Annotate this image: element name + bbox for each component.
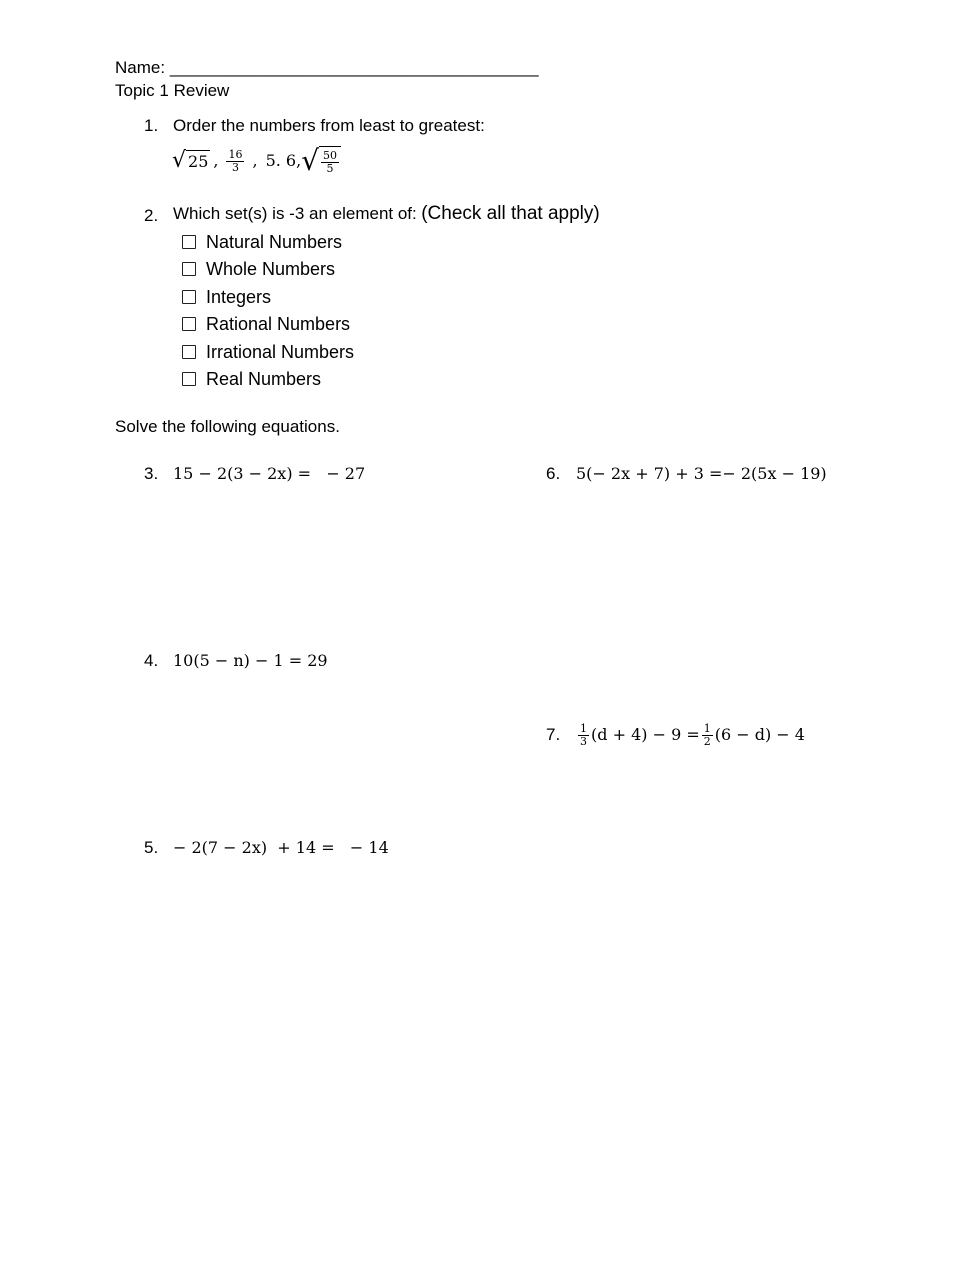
option-whole-numbers[interactable] xyxy=(182,256,354,284)
q6-number: 6. xyxy=(546,464,561,483)
option-label: Integers xyxy=(206,286,272,307)
q1-sep-1: , xyxy=(213,151,219,170)
checkbox[interactable] xyxy=(182,317,196,331)
q2-prompt: Which set(s) is -3 an element of: xyxy=(173,204,417,223)
q2-prompt-note: (Check all that apply) xyxy=(421,203,600,224)
instructions: Solve the following equations. xyxy=(115,417,340,436)
q1-prompt: Order the numbers from least to greatest: xyxy=(173,116,485,135)
option-irrational-numbers[interactable] xyxy=(182,338,354,366)
option-label: Whole Numbers xyxy=(206,259,336,280)
option-natural-numbers[interactable] xyxy=(182,228,354,256)
option-rational-numbers[interactable] xyxy=(182,311,354,339)
name-label: Name: xyxy=(115,58,166,77)
option-label: Natural Numbers xyxy=(206,231,343,252)
page-subtitle: Topic 1 Review xyxy=(115,81,230,100)
q1-number: 1. xyxy=(144,116,159,135)
q2-options xyxy=(182,228,354,393)
fraction-16-3: $\frac{16}{3}$ xyxy=(228,147,243,174)
q7-equation xyxy=(576,717,805,753)
checkbox[interactable] xyxy=(182,262,196,276)
q6-equation: 5(− 2x + 7) + 3 =− 2(5x − 19) xyxy=(576,464,827,483)
q4-number: 4. xyxy=(144,651,159,670)
checkbox[interactable] xyxy=(182,372,196,386)
option-label: Real Numbers xyxy=(206,369,322,390)
q3-equation: 15 − 2(3 − 2x) = − 27 xyxy=(173,464,366,483)
checkbox[interactable] xyxy=(182,290,196,304)
q7-fraction-1-3: $\frac{1}{3}$ xyxy=(580,721,587,748)
q2-number: 2. xyxy=(144,206,159,225)
option-integers[interactable] xyxy=(182,283,354,311)
q5-equation: − 2(7 − 2x) + 14 = − 14 xyxy=(173,838,389,857)
name-blank[interactable]: _______________________________________ xyxy=(169,58,539,77)
q1-sep-2: , xyxy=(252,151,258,170)
q1-number-list xyxy=(172,144,341,178)
option-label: Rational Numbers xyxy=(206,314,351,335)
q2-prompt-line xyxy=(173,203,600,225)
sqrt-50-over-5: √ $\frac{50}{5}$ xyxy=(301,146,341,176)
checkbox[interactable] xyxy=(182,345,196,359)
option-label: Irrational Numbers xyxy=(206,341,355,362)
q7-number: 7. xyxy=(546,725,561,744)
q7-middle: (d + 4) − 9 = xyxy=(591,725,700,744)
checkbox[interactable] xyxy=(182,235,196,249)
q7-fraction-1-2: $\frac{1}{2}$ xyxy=(703,721,711,748)
q3-number: 3. xyxy=(144,464,159,483)
sqrt-25: √ 25 xyxy=(172,148,209,173)
q7-end: (6 − d) − 4 xyxy=(714,725,805,744)
q4-equation: 10(5 − n) − 1 = 29 xyxy=(173,651,328,670)
q5-number: 5. xyxy=(144,838,159,857)
name-line xyxy=(115,58,539,78)
option-real-numbers[interactable] xyxy=(182,366,354,394)
decimal-5-6: 5. 6, xyxy=(265,151,302,170)
